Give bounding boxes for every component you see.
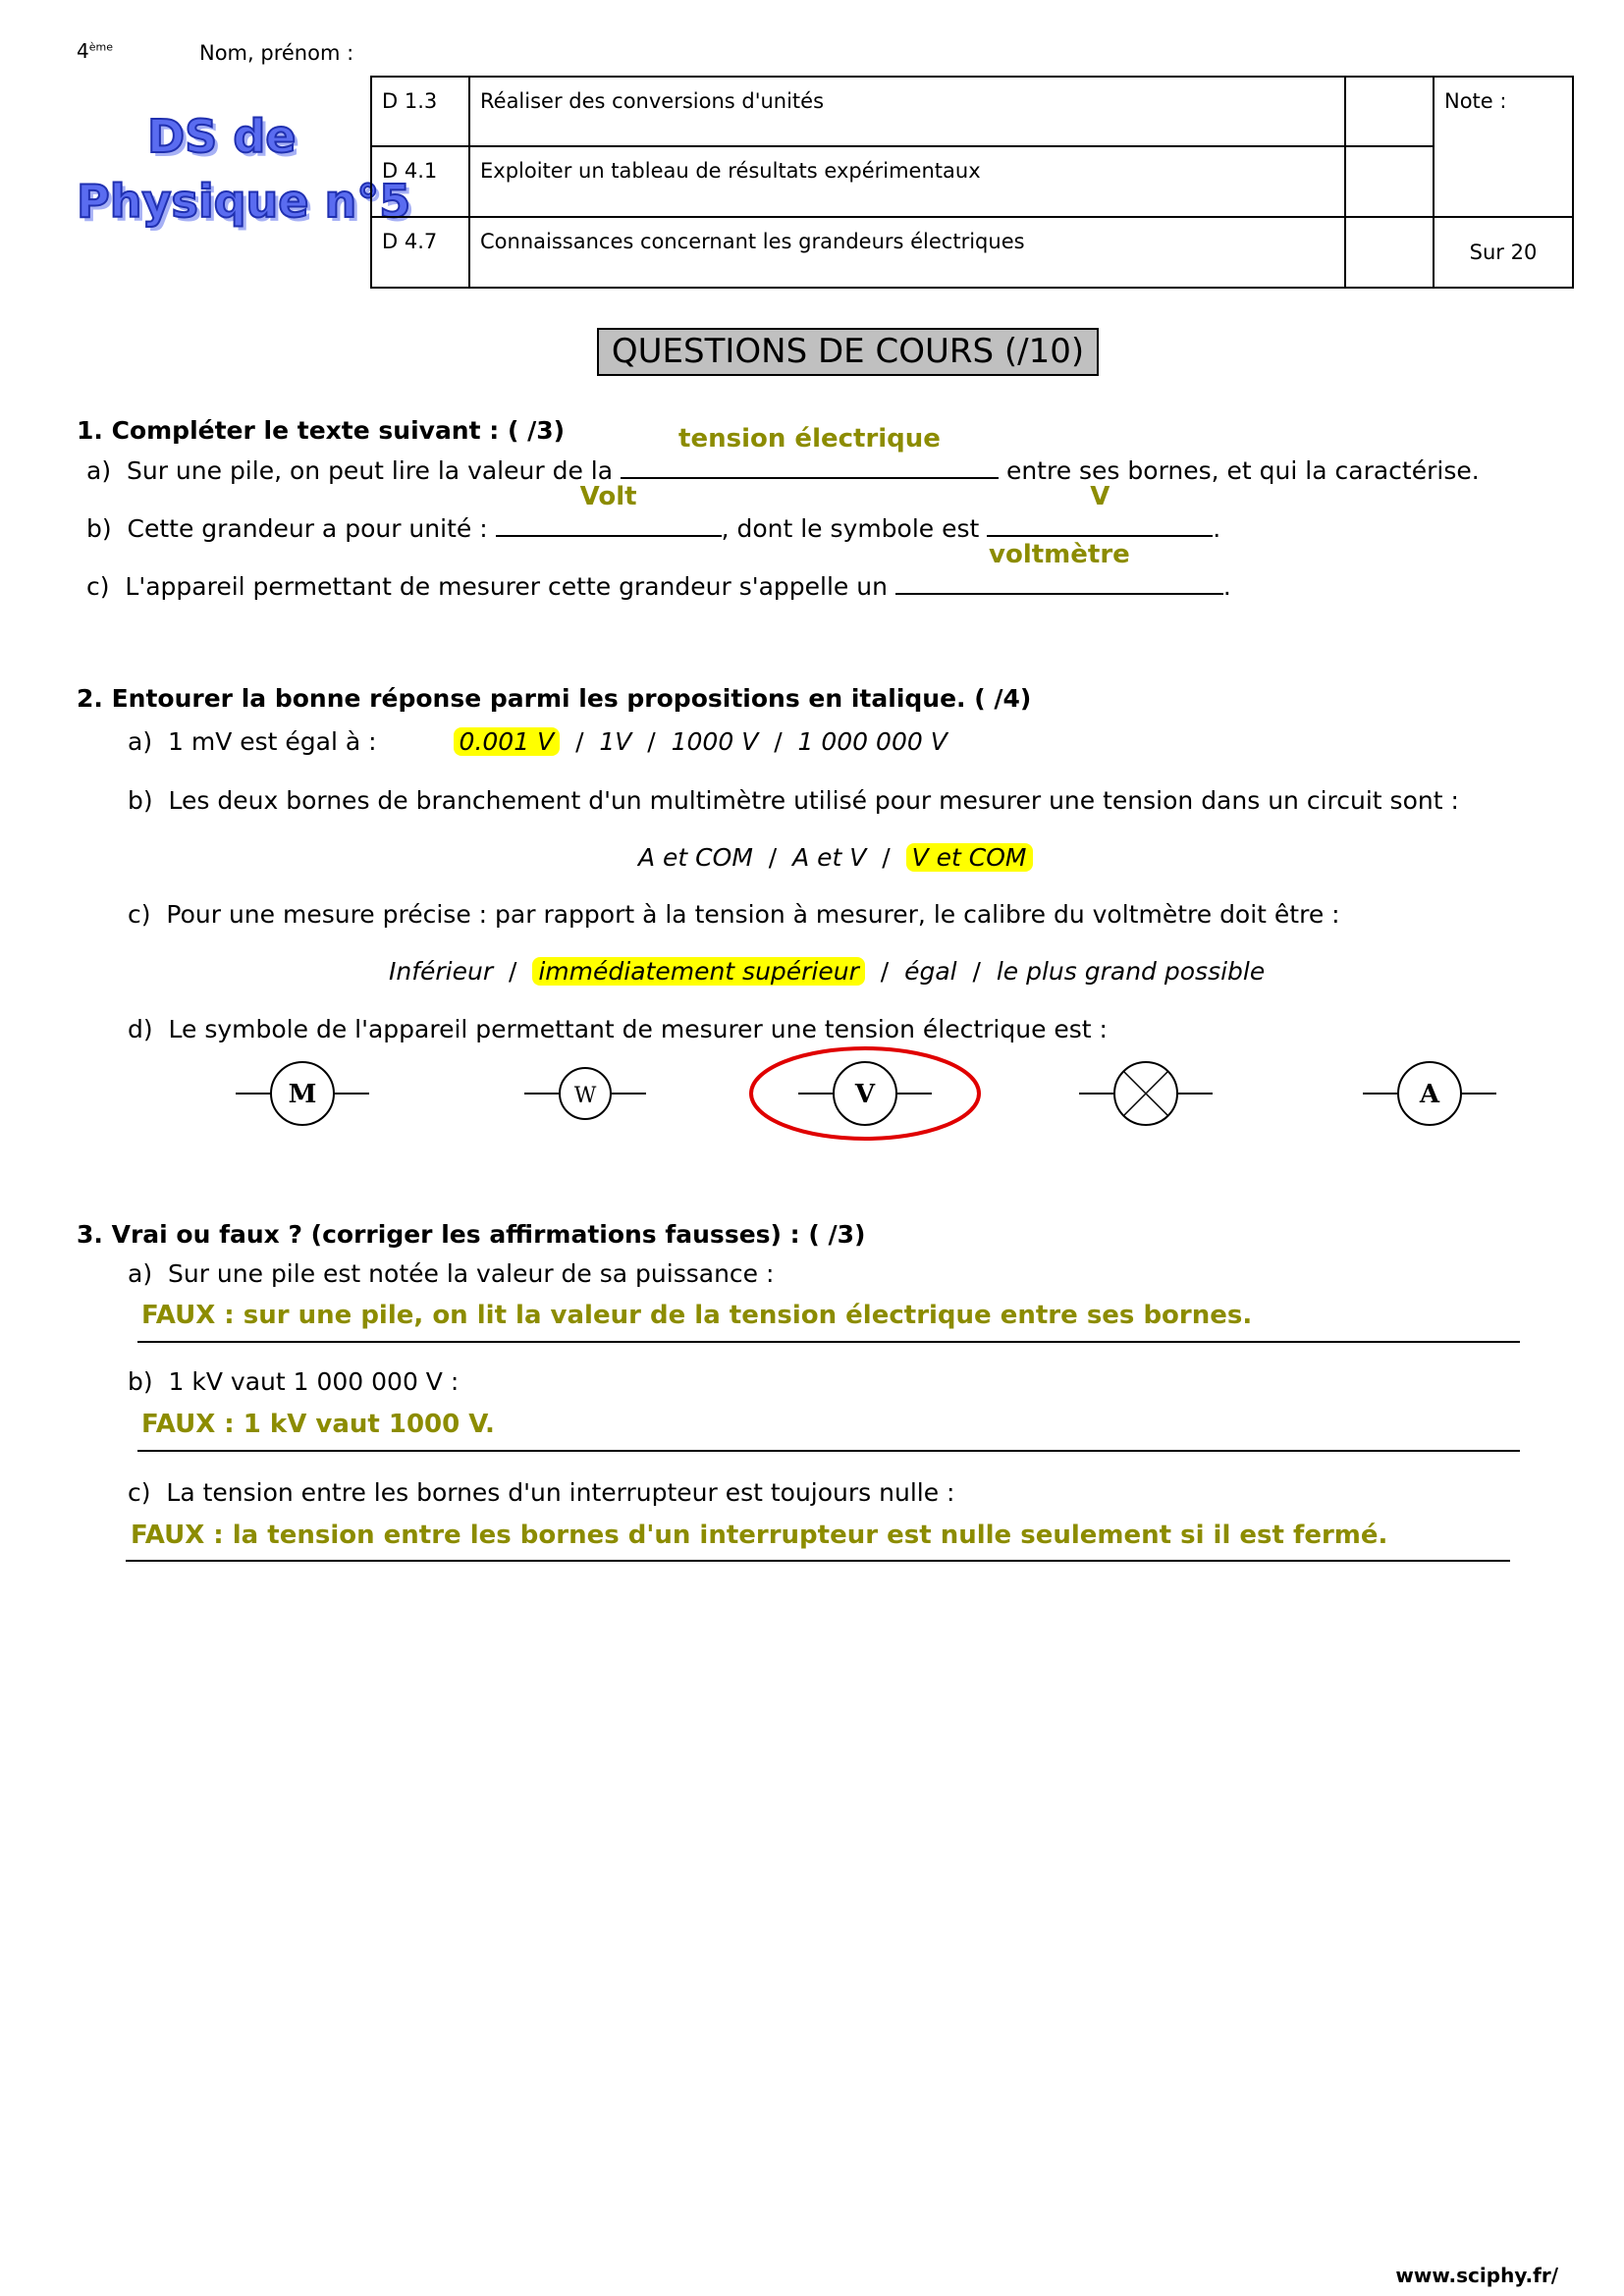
logo-line2: Physique n°5 <box>77 175 411 228</box>
skill-label: Réaliser des conversions d'unités <box>469 77 1345 146</box>
symbol-m[interactable] <box>236 1062 369 1125</box>
q2c: c) Pour une mesure précise : par rapport à la tension à mesurer, le calibre du voltmètre doit être : <box>128 900 1340 929</box>
separator: / <box>866 843 906 872</box>
q2c-options <box>389 957 1265 986</box>
q2-title: 2. Entourer la bonne réponse parmi les propositions en italique. ( /4) <box>77 684 1032 713</box>
answer: voltmètre <box>989 540 1130 569</box>
answer: tension électrique <box>678 424 941 454</box>
symbol-v[interactable] <box>751 1048 979 1139</box>
skills-table <box>370 76 1574 289</box>
symbol-letter: W <box>573 1084 597 1108</box>
symbol-w[interactable] <box>524 1068 646 1119</box>
footer-url: www.sciphy.fr/ <box>1395 2264 1558 2287</box>
option[interactable]: immédiatement supérieur <box>532 957 865 986</box>
q2d: d) Le symbole de l'appareil permettant de mesurer une tension électrique est : <box>128 1015 1108 1043</box>
skill-code: D 4.1 <box>371 146 469 217</box>
option[interactable]: 1V <box>599 727 632 756</box>
separator: / <box>493 957 533 986</box>
q1c: c) L'appareil permettant de mesurer cette grandeur s'appelle un voltmètre . <box>86 540 1231 601</box>
symbol-letter: M <box>288 1080 317 1109</box>
option[interactable]: A et COM <box>638 843 753 872</box>
option[interactable]: 1 000 000 V <box>797 727 947 756</box>
q3a-answer: FAUX : sur une pile, on lit la valeur de la tension électrique entre ses bornes. <box>141 1301 1253 1330</box>
q3b: b) 1 kV vaut 1 000 000 V : <box>128 1367 460 1396</box>
separator: / <box>752 843 793 872</box>
skill-label: Exploiter un tableau de résultats expérimentaux <box>469 146 1345 217</box>
name-label: Nom, prénom : <box>199 41 354 65</box>
q3c-answer: FAUX : la tension entre les bornes d'un interrupteur est nulle seulement si il est fermé. <box>131 1521 1388 1550</box>
option[interactable]: A et V <box>792 843 867 872</box>
logo-line1: DS de <box>147 110 297 163</box>
option[interactable]: Inférieur <box>389 957 494 986</box>
skill-code: D 4.7 <box>371 217 469 288</box>
option[interactable]: V et COM <box>906 843 1033 872</box>
q3b-answer: FAUX : 1 kV vaut 1000 V. <box>141 1410 495 1439</box>
grade-level: 4ème <box>77 39 113 63</box>
q3-title: 3. Vrai ou faux ? (corriger les affirmations fausses) : ( /3) <box>77 1220 866 1249</box>
answer-line <box>137 1450 1520 1452</box>
q1-title: 1. Compléter le texte suivant : ( /3) <box>77 416 566 445</box>
skill-score <box>1345 146 1434 217</box>
answer-line <box>137 1341 1520 1343</box>
symbol-row <box>0 1031 1624 1158</box>
separator: / <box>631 727 672 756</box>
skill-score <box>1345 77 1434 146</box>
option[interactable]: le plus grand possible <box>996 957 1266 986</box>
q1a: a) Sur une pile, on peut lire la valeur de la tension électrique entre ses bornes, et qui la caractérise. <box>86 424 1480 485</box>
symbol-letter: A <box>1419 1080 1440 1109</box>
answer: V <box>1090 482 1110 511</box>
q2a: a) 1 mV est égal à : 0.001 V / 1V / 1000 V / 1 000 000 V <box>128 727 947 756</box>
separator: / <box>864 957 905 986</box>
skill-score <box>1345 217 1434 288</box>
skill-label: Connaissances concernant les grandeurs électriques <box>469 217 1345 288</box>
answer: Volt <box>579 482 637 511</box>
symbol-letter: V <box>854 1080 876 1109</box>
q3a: a) Sur une pile est notée la valeur de sa puissance : <box>128 1259 775 1288</box>
q3c: c) La tension entre les bornes d'un interrupteur est toujours nulle : <box>128 1478 955 1507</box>
sur-label: Sur 20 <box>1434 217 1573 288</box>
separator: / <box>758 727 798 756</box>
symbol-a[interactable] <box>1363 1062 1496 1125</box>
q2b-options <box>638 843 1033 872</box>
symbol-x[interactable] <box>1079 1062 1213 1125</box>
separator: / <box>956 957 997 986</box>
note-label: Note : <box>1434 77 1573 217</box>
q1b: b) Cette grandeur a pour unité : Volt , dont le symbole est V . <box>86 482 1221 543</box>
answer-line <box>126 1560 1510 1562</box>
q2b: b) Les deux bornes de branchement d'un multimètre utilisé pour mesurer une tension dans un circuit sont : <box>128 786 1459 815</box>
option[interactable]: 0.001 V <box>454 727 561 756</box>
section-title: QUESTIONS DE COURS (/10) <box>597 328 1099 376</box>
skill-code: D 1.3 <box>371 77 469 146</box>
option[interactable]: égal <box>904 957 957 986</box>
option[interactable]: 1000 V <box>671 727 759 756</box>
separator: / <box>560 727 600 756</box>
